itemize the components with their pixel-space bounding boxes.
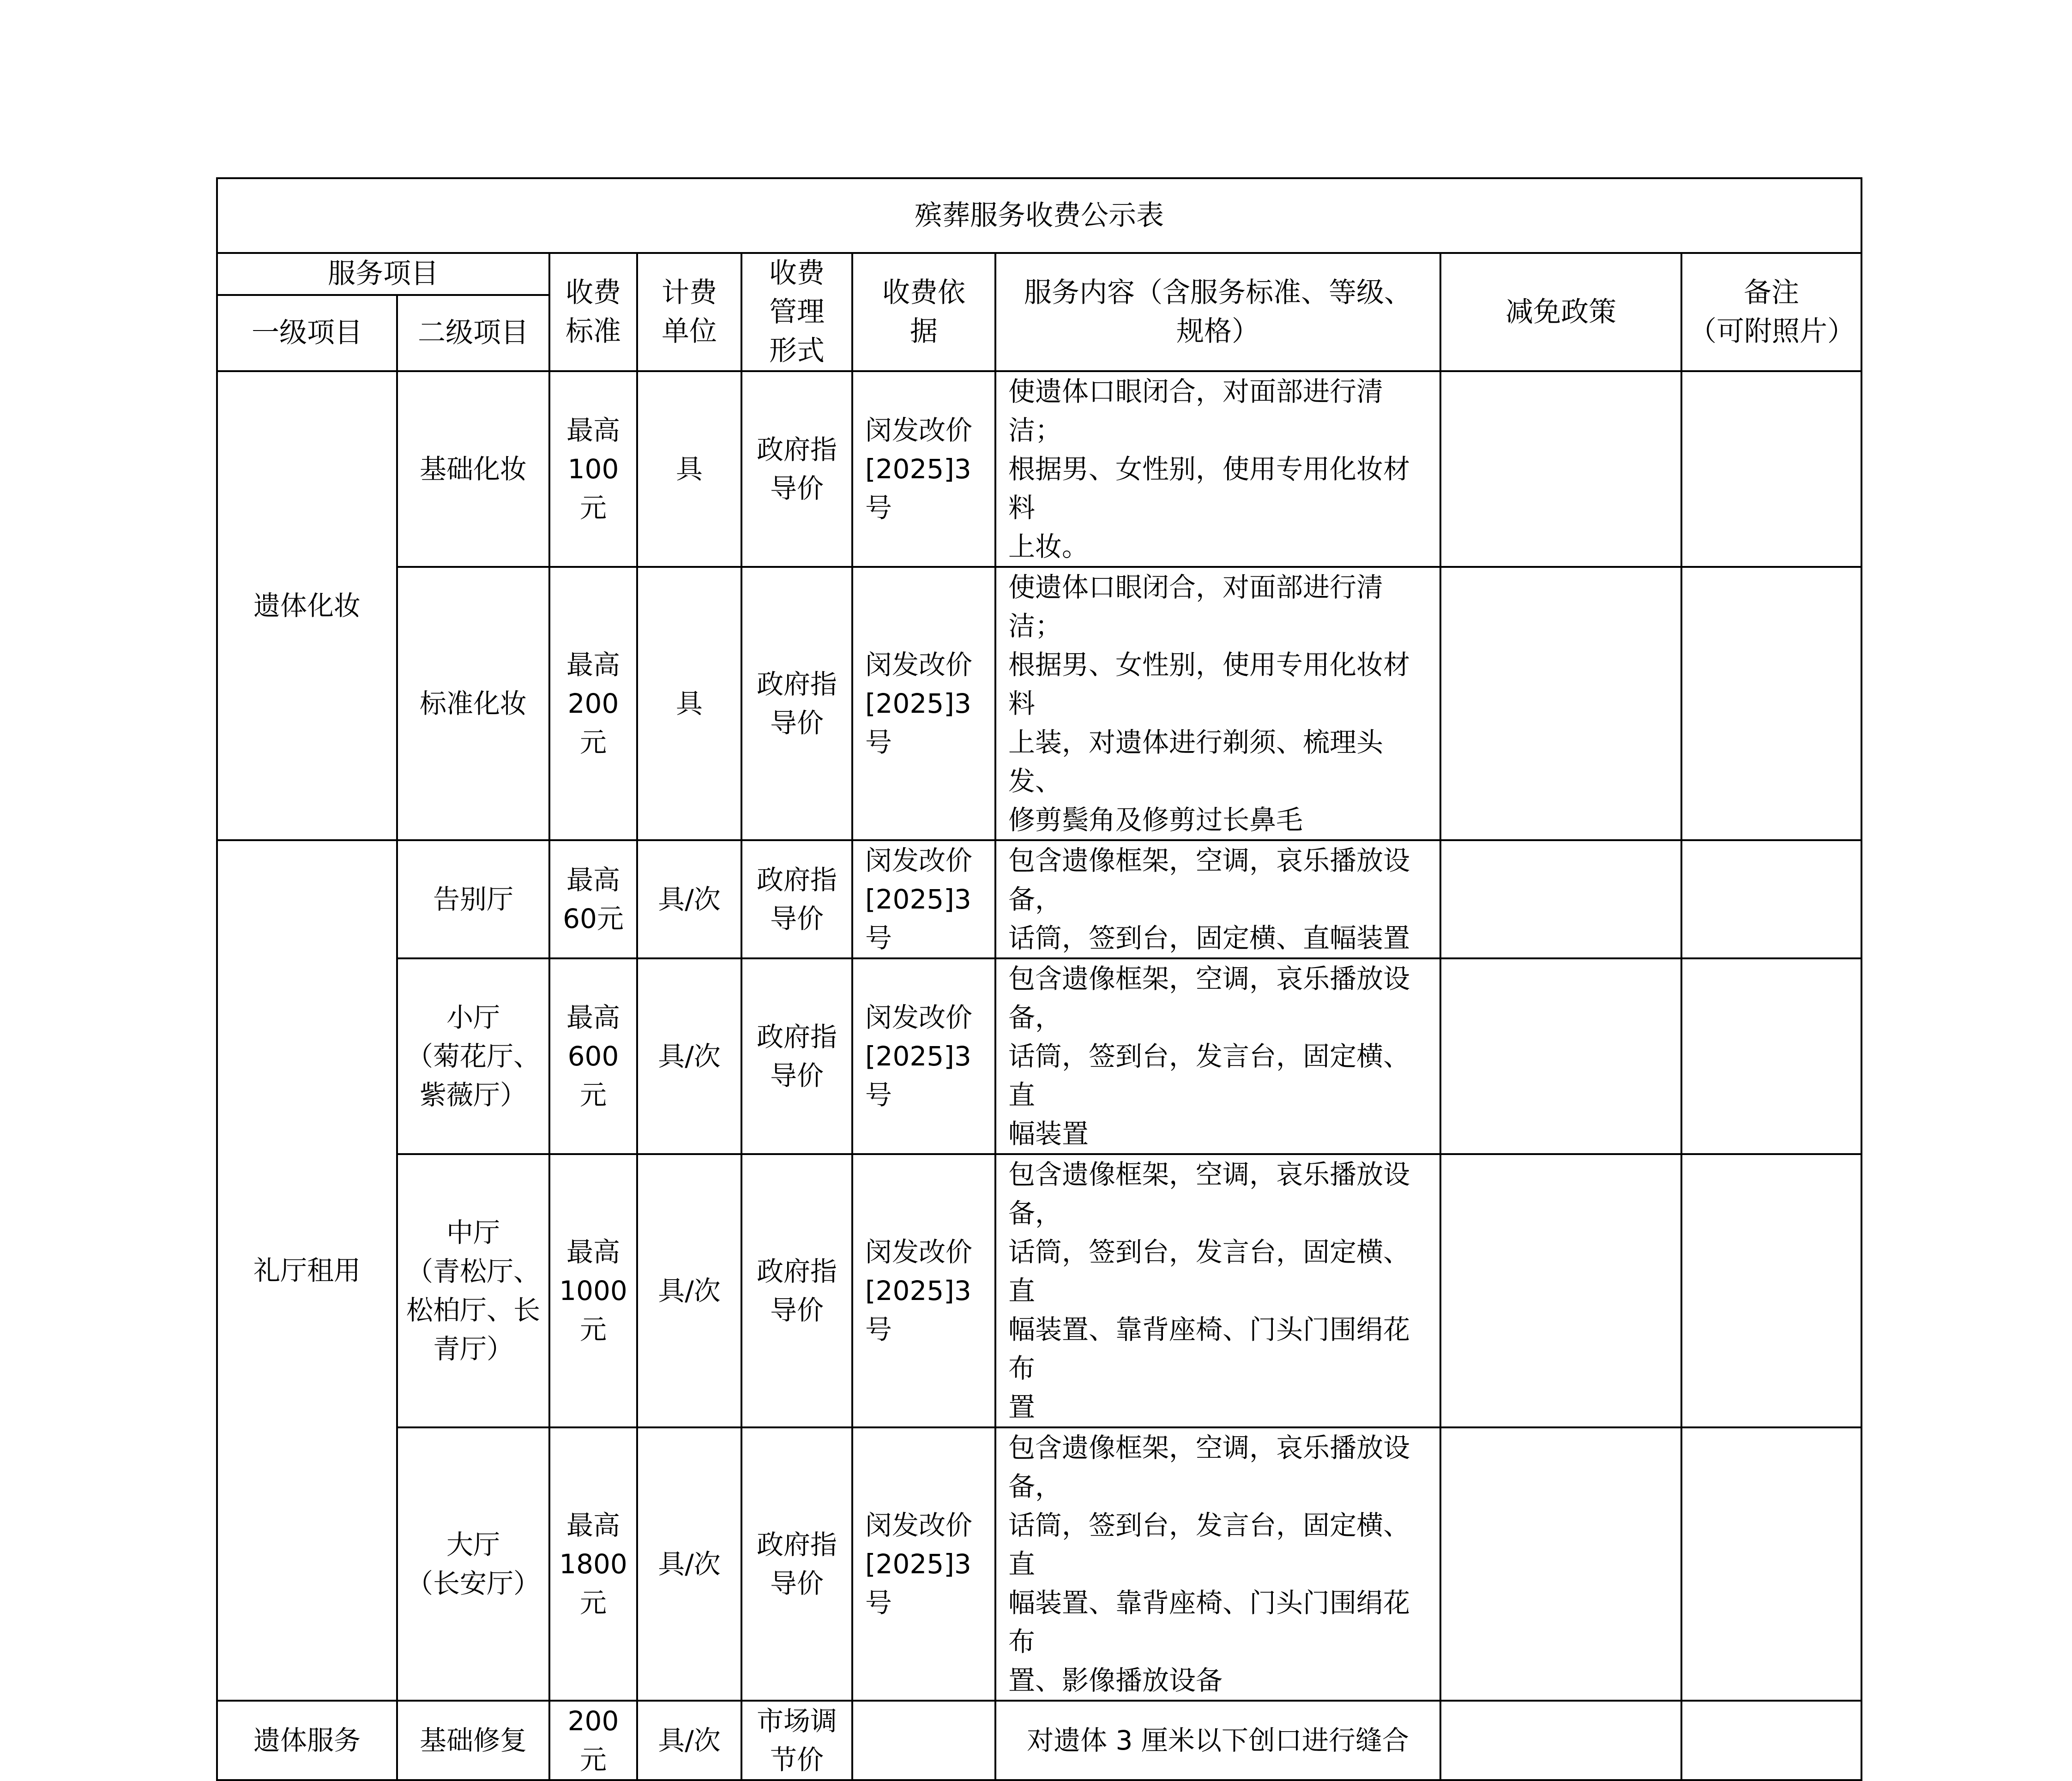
basis-cell: 闵发改价 [2025]3 号 (852, 371, 995, 567)
table-row (217, 1427, 1861, 1701)
header-unit: 计费 单位 (637, 253, 741, 371)
level2-cell: 标准化妆 (397, 567, 549, 840)
level1-cell: 礼厅租用 (217, 840, 397, 1701)
basis-cell: 闵发改价 [2025]3 号 (852, 840, 995, 958)
fee-cell: 200 元 (549, 1701, 637, 1780)
header-level1: 一级项目 (217, 295, 397, 371)
unit-cell: 具/次 (637, 1427, 741, 1701)
level2-cell: 小厅 （菊花厅、 紫薇厅） (397, 958, 549, 1154)
table-row (217, 958, 1861, 1154)
table-row (217, 840, 1861, 958)
mgmt-cell: 政府指 导价 (741, 1427, 852, 1701)
content-cell: 包含遗像框架，空调，哀乐播放设备， 话筒，签到台，发言台，固定横、直 幅装置、靠背座椅、门头门围绢花布 置、影像播放设备 (995, 1427, 1440, 1701)
level2-cell: 大厅 （长安厅） (397, 1427, 549, 1701)
level2-cell: 中厅 （青松厅、 松柏厅、长 青厅） (397, 1154, 549, 1427)
reduction-cell (1440, 1427, 1681, 1701)
mgmt-cell: 政府指 导价 (741, 567, 852, 840)
header-remark: 备注 （可附照片） (1681, 253, 1861, 371)
remark-cell (1681, 1701, 1861, 1780)
mgmt-cell: 政府指 导价 (741, 1154, 852, 1427)
remark-cell (1681, 840, 1861, 958)
reduction-cell (1440, 840, 1681, 958)
content-cell: 使遗体口眼闭合，对面部进行清洁； 根据男、女性别，使用专用化妆材料 上装，对遗体进行剃须、梳理头发、 修剪鬓角及修剪过长鼻毛 (995, 567, 1440, 840)
fee-cell: 最高 60元 (549, 840, 637, 958)
level2-cell: 基础化妆 (397, 371, 549, 567)
table-row (217, 567, 1861, 840)
remark-cell (1681, 567, 1861, 840)
fee-cell: 最高 100 元 (549, 371, 637, 567)
level1-cell: 遗体服务 (217, 1701, 397, 1780)
content-cell: 使遗体口眼闭合，对面部进行清洁； 根据男、女性别，使用专用化妆材料 上妆。 (995, 371, 1440, 567)
level1-cell: 遗体化妆 (217, 371, 397, 840)
content-cell: 包含遗像框架，空调，哀乐播放设备， 话筒，签到台，固定横、直幅装置 (995, 840, 1440, 958)
fee-cell: 最高 1000 元 (549, 1154, 637, 1427)
reduction-cell (1440, 1701, 1681, 1780)
content-cell: 包含遗像框架，空调，哀乐播放设备， 话筒，签到台，发言台，固定横、直 幅装置 (995, 958, 1440, 1154)
table-title: 殡葬服务收费公示表 (217, 178, 1861, 253)
mgmt-cell: 政府指 导价 (741, 840, 852, 958)
table-row (217, 1701, 1861, 1780)
header-basis: 收费依 据 (852, 253, 995, 371)
table-row (217, 1154, 1861, 1427)
mgmt-cell: 市场调 节价 (741, 1701, 852, 1780)
unit-cell: 具/次 (637, 1154, 741, 1427)
remark-cell (1681, 1427, 1861, 1701)
remark-cell (1681, 1154, 1861, 1427)
level2-cell: 基础修复 (397, 1701, 549, 1780)
unit-cell: 具 (637, 371, 741, 567)
header-level2: 二级项目 (397, 295, 549, 371)
unit-cell: 具/次 (637, 958, 741, 1154)
basis-cell: 闵发改价 [2025]3 号 (852, 1427, 995, 1701)
reduction-cell (1440, 1154, 1681, 1427)
level2-cell: 告别厅 (397, 840, 549, 958)
table-row (217, 371, 1861, 567)
basis-cell: 闵发改价 [2025]3 号 (852, 1154, 995, 1427)
content-cell: 包含遗像框架，空调，哀乐播放设备， 话筒，签到台，发言台，固定横、直 幅装置、靠背座椅、门头门围绢花布 置 (995, 1154, 1440, 1427)
fee-table (216, 177, 1862, 1781)
header-service-item: 服务项目 (217, 253, 549, 295)
basis-cell: 闵发改价 [2025]3 号 (852, 567, 995, 840)
reduction-cell (1440, 371, 1681, 567)
header-content: 服务内容（含服务标准、等级、 规格） (995, 253, 1440, 371)
remark-cell (1681, 371, 1861, 567)
header-reduction: 减免政策 (1440, 253, 1681, 371)
header-fee-standard: 收费 标准 (549, 253, 637, 371)
fee-cell: 最高 1800 元 (549, 1427, 637, 1701)
basis-cell (852, 1701, 995, 1780)
fee-cell: 最高 200 元 (549, 567, 637, 840)
mgmt-cell: 政府指 导价 (741, 958, 852, 1154)
content-cell: 对遗体 3 厘米以下创口进行缝合 (995, 1701, 1440, 1780)
basis-cell: 闵发改价 [2025]3 号 (852, 958, 995, 1154)
mgmt-cell: 政府指 导价 (741, 371, 852, 567)
reduction-cell (1440, 958, 1681, 1154)
unit-cell: 具/次 (637, 1701, 741, 1780)
fee-cell: 最高 600 元 (549, 958, 637, 1154)
unit-cell: 具/次 (637, 840, 741, 958)
header-management: 收费 管理 形式 (741, 253, 852, 371)
reduction-cell (1440, 567, 1681, 840)
unit-cell: 具 (637, 567, 741, 840)
remark-cell (1681, 958, 1861, 1154)
